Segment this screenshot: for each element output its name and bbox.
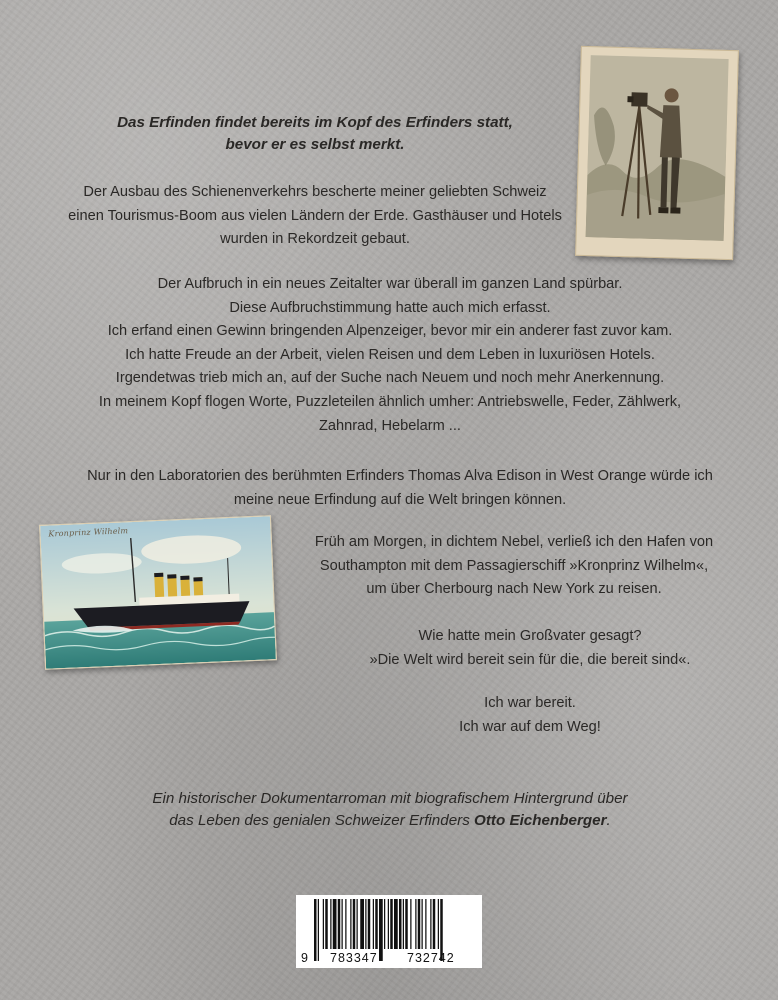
opening-quote <box>100 112 530 156</box>
barcode-bar <box>350 899 351 949</box>
barcode-bar <box>330 899 331 949</box>
text-line: Irgendetwas trieb mich an, auf der Suche nach Neuem und noch mehr Anerkennung. <box>115 370 665 387</box>
barcode-bar <box>345 899 346 949</box>
barcode-left-group: 783347 <box>330 951 378 965</box>
text-line: Nur in den Laboratorien des berühmten Erfinders Thomas Alva Edison in West Orange würde ich <box>87 468 713 484</box>
text-line: Wie hatte mein Großvater gesagt? <box>418 628 642 644</box>
barcode-bar <box>425 899 426 949</box>
barcode-bar <box>390 899 393 949</box>
text-line: Diese Aufbruchstimmung hatte auch mich erfasst. <box>229 299 551 316</box>
barcode-bar <box>373 899 374 949</box>
isbn-barcode <box>296 895 482 968</box>
barcode-bar <box>438 899 439 949</box>
barcode-bar <box>360 899 364 949</box>
paragraph-tourism <box>60 181 570 252</box>
barcode-bar <box>357 899 358 949</box>
barcode-bar <box>325 899 328 949</box>
text-line: Southampton mit dem Passagierschiff »Kronprinz Wilhelm«, <box>319 557 709 574</box>
barcode-bar <box>433 899 436 949</box>
paragraph-edison <box>40 465 760 512</box>
text-line: wurden in Rekordzeit gebaut. <box>220 231 410 248</box>
text-line: Ich war auf dem Weg! <box>459 718 601 735</box>
quote-line-2: bevor er es selbst merkt. <box>225 136 405 153</box>
text-line: um über Cherbourg nach New York zu reisen. <box>366 581 662 598</box>
barcode-bar <box>342 899 343 949</box>
inventor-photograph <box>575 46 739 260</box>
text-line: In meinem Kopf flogen Worte, Puzzleteilen ähnlich umher: Antriebswelle, Feder, Zählwerk, <box>98 393 682 410</box>
paragraph-new-era <box>50 273 730 438</box>
text-line: Früh am Morgen, in dichtem Nebel, verließ ich den Hafen von <box>314 534 714 550</box>
paragraph-departure <box>286 531 742 602</box>
barcode-bar <box>422 899 423 949</box>
barcode-bar <box>410 899 411 949</box>
text-line: Zahnrad, Hebelarm ... <box>319 417 461 434</box>
description-period: . <box>606 812 611 829</box>
barcode-bar <box>353 899 356 949</box>
barcode-bar <box>415 899 416 949</box>
author-name: Otto Eichenberger <box>474 812 607 829</box>
book-description <box>100 788 680 832</box>
barcode-bar <box>375 899 378 949</box>
text-line: Ich erfand einen Gewinn bringenden Alpenzeiger, bevor mir ein anderer fast zuvor kam. <box>107 323 673 340</box>
barcode-bar <box>323 899 324 949</box>
barcode-right-group: 732742 <box>407 951 455 965</box>
ship-postcard <box>39 515 277 670</box>
barcode-bar <box>388 899 389 949</box>
barcode-bar <box>405 899 408 949</box>
quote-line-1: Das Erfinden findet bereits im Kopf des Erfinders statt, <box>117 114 513 131</box>
text-line: »Die Welt wird bereit sein für die, die bereit sind«. <box>369 651 691 668</box>
text-line: Der Aufbruch in ein neues Zeitalter war überall im ganzen Land spürbar. <box>157 276 623 292</box>
barcode-bar <box>418 899 421 949</box>
barcode-bar <box>430 899 431 949</box>
barcode-bar <box>399 899 402 949</box>
text-line: Ich hatte Freude an der Arbeit, vielen Reisen und dem Leben in luxuriösen Hotels. <box>125 346 655 363</box>
text-line: einen Tourismus-Boom aus vielen Ländern der Erde. Gasthäuser und Hotels <box>68 207 562 224</box>
paragraph-grandfather <box>340 625 720 672</box>
description-text: das Leben des genialen Schweizer Erfinders <box>169 812 475 829</box>
barcode-bar <box>333 899 337 949</box>
steamship-illustration <box>40 516 276 669</box>
description-line-1: Ein historischer Dokumentarroman mit biografischem Hintergrund über <box>152 790 628 807</box>
barcode-bar <box>338 899 341 949</box>
barcode-bar <box>403 899 404 949</box>
text-line: Ich war bereit. <box>484 695 576 711</box>
paragraph-ready <box>370 692 690 739</box>
photographer-with-camera-illustration <box>586 55 729 241</box>
text-line: meine neue Erfindung auf die Welt bringen können. <box>233 491 567 508</box>
photograph-image <box>586 55 729 241</box>
text-line: Der Ausbau des Schienenverkehrs bescherte meiner geliebten Schweiz <box>83 184 547 200</box>
barcode-number <box>296 951 482 965</box>
barcode-bar <box>384 899 385 949</box>
description-line-2 <box>100 810 680 832</box>
postcard-caption: Kronprinz Wilhelm <box>48 526 129 539</box>
barcode-bar <box>365 899 366 949</box>
barcode-bar <box>394 899 398 949</box>
barcode-first-digit: 9 <box>301 951 308 965</box>
barcode-bar <box>368 899 371 949</box>
